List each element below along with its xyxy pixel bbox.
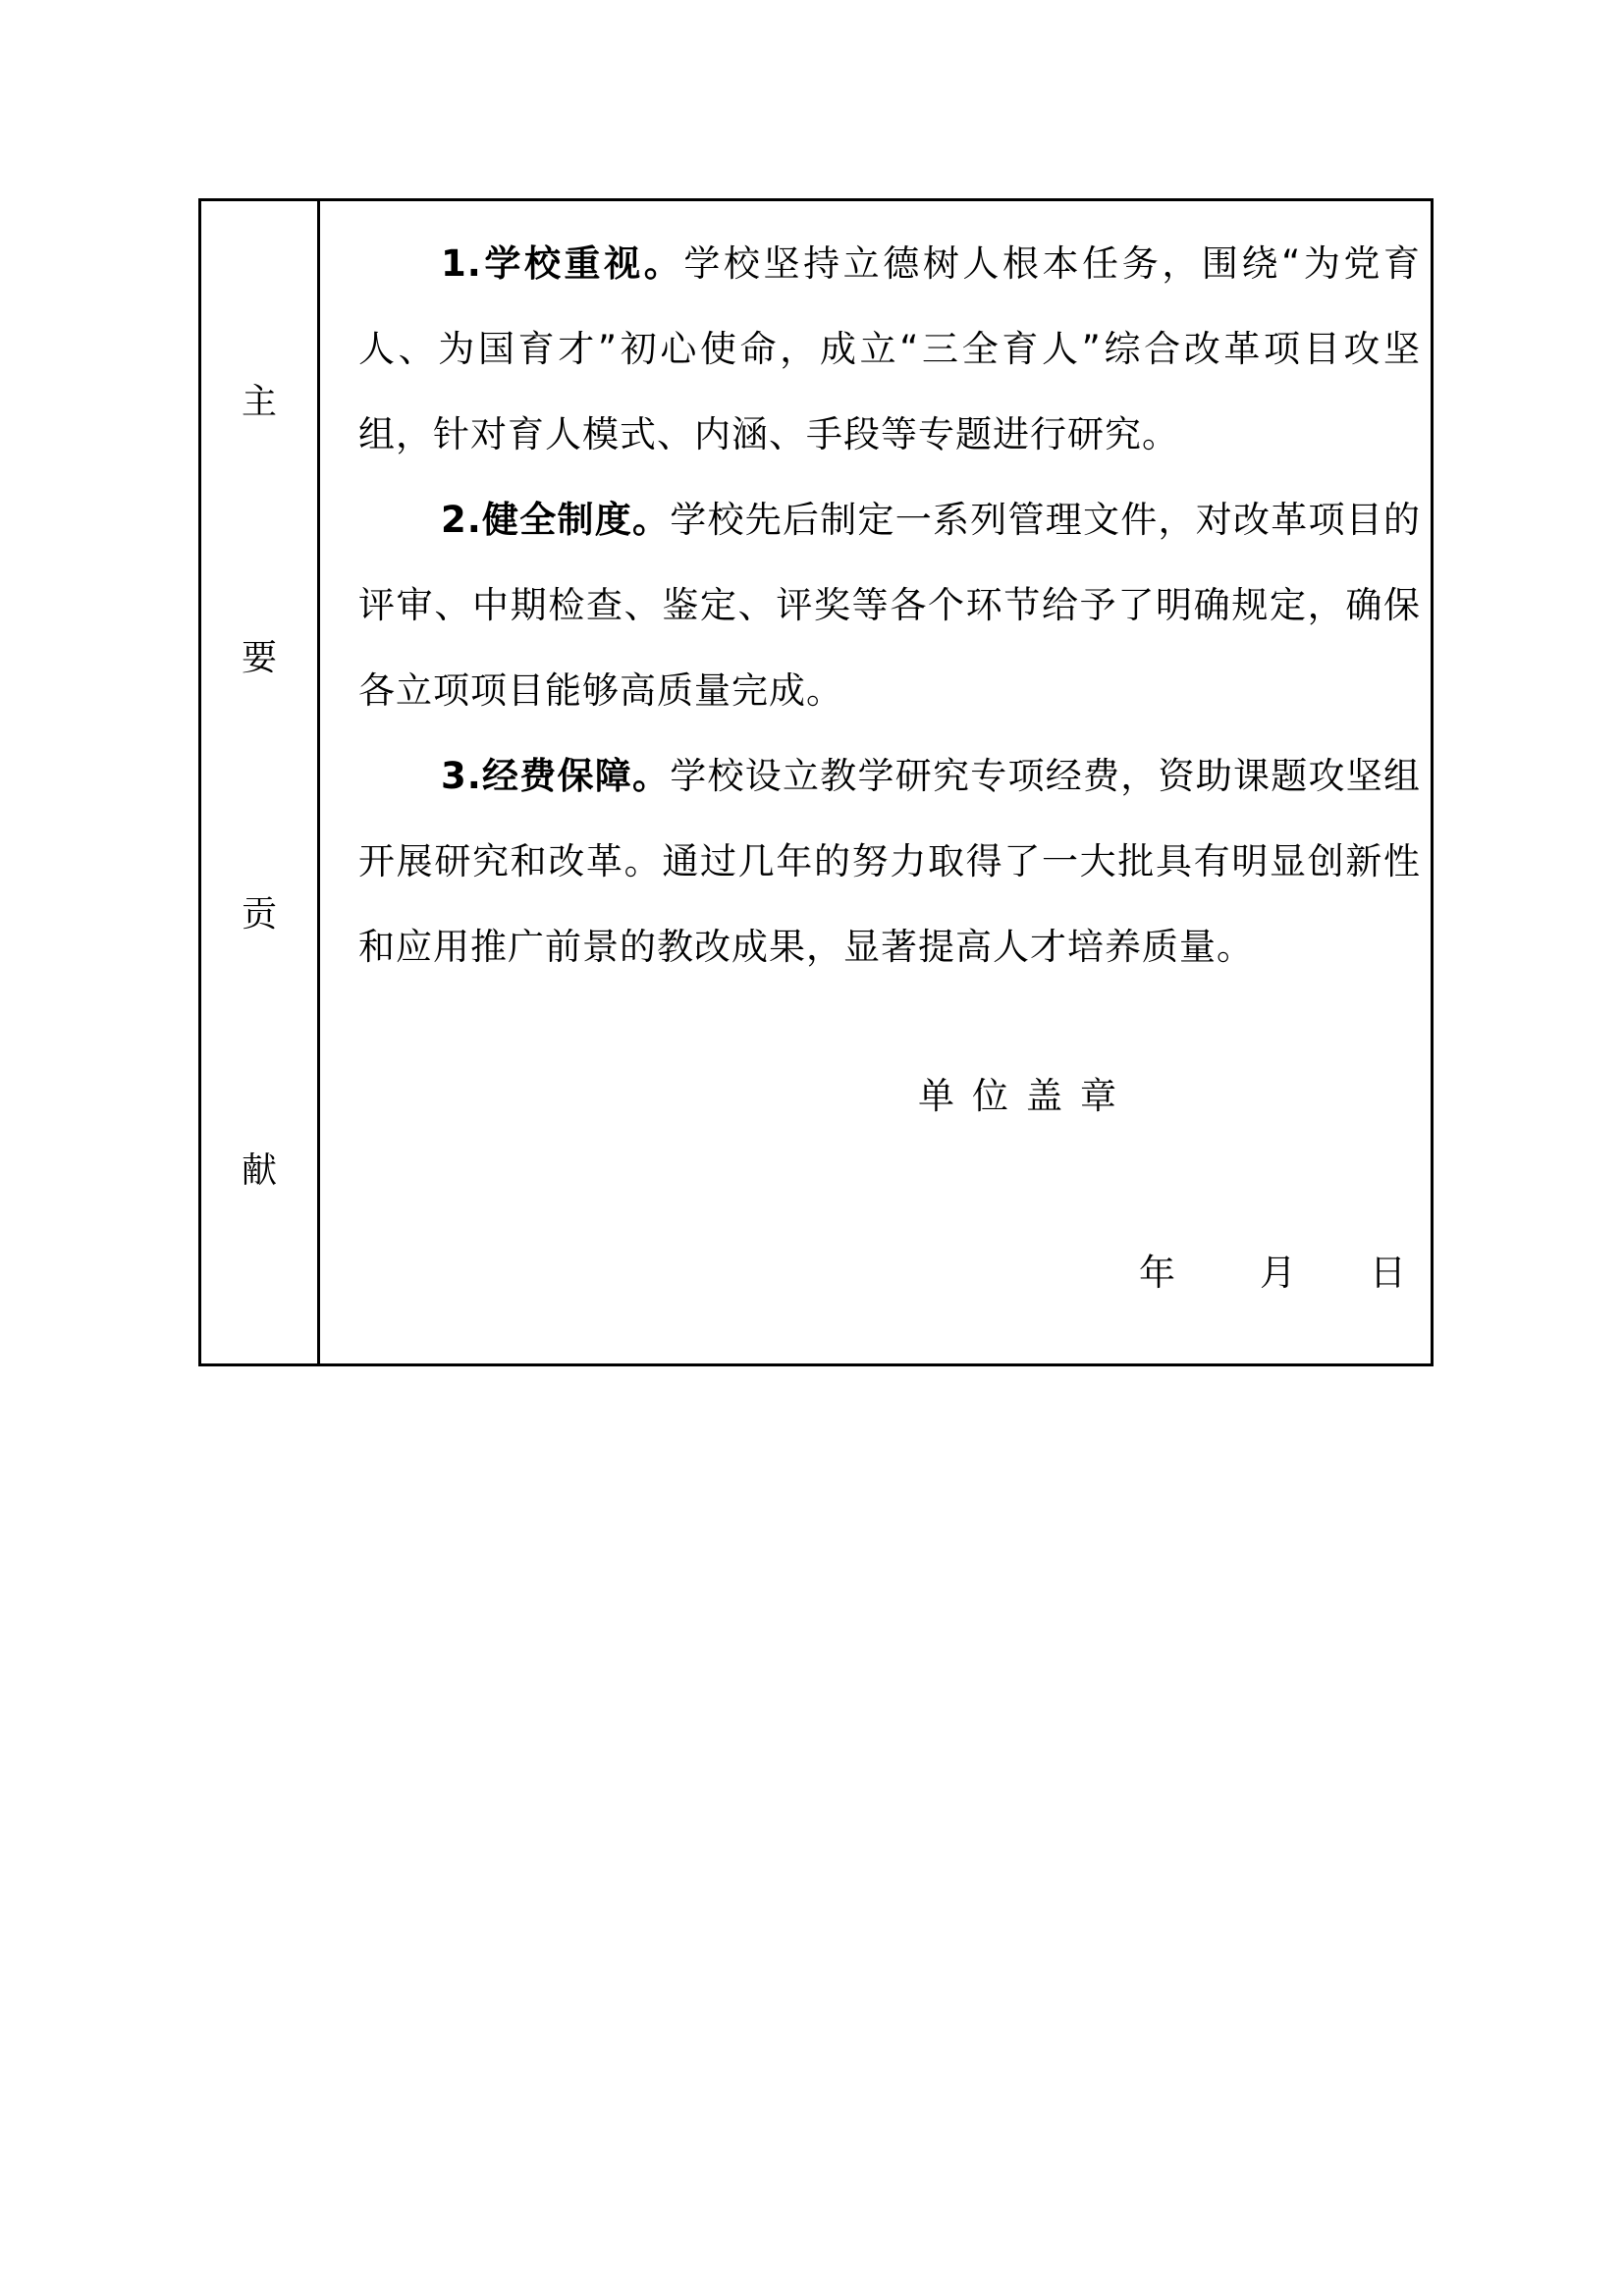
column-divider bbox=[317, 201, 320, 1363]
side-label-char-4: 献 bbox=[241, 1150, 277, 1191]
unit-seal-label: 单位盖章 bbox=[918, 1075, 1134, 1117]
contribution-table bbox=[198, 198, 1434, 1366]
paragraph-3-text: 学校设立教学研究专项经费，资助课题攻坚组开展研究和改革。通过几年的努力取得了一大批具有明显创新性和应用推广前景的教改成果，显著提高人才培养质量。 bbox=[358, 755, 1421, 968]
paragraph-2 bbox=[358, 477, 1421, 733]
side-label-char-1: 主 bbox=[241, 382, 277, 422]
date-day: 日 bbox=[1370, 1252, 1406, 1294]
date-month: 月 bbox=[1260, 1252, 1296, 1294]
paragraph-1-heading: 1.学校重视。 bbox=[441, 242, 684, 285]
paragraph-3 bbox=[358, 733, 1421, 989]
date-year: 年 bbox=[1139, 1252, 1175, 1294]
paragraph-2-heading: 2.健全制度。 bbox=[441, 499, 671, 541]
paragraph-2-text: 学校先后制定一系列管理文件，对改革项目的评审、中期检查、鉴定、评奖等各个环节给予了明确规定，确保各立项项目能够高质量完成。 bbox=[358, 499, 1421, 712]
side-label-char-3: 贡 bbox=[241, 894, 277, 934]
side-label-column bbox=[201, 201, 317, 1363]
side-label-char-2: 要 bbox=[241, 638, 277, 678]
paragraph-1 bbox=[358, 221, 1421, 477]
contribution-content bbox=[358, 221, 1421, 989]
paragraph-3-heading: 3.经费保障。 bbox=[441, 755, 671, 797]
paragraph-1-text: 学校坚持立德树人根本任务，围绕“为党育人、为国育才”初心使命，成立“三全育人”综合改革项目攻坚组，针对育人模式、内涵、手段等专题进行研究。 bbox=[358, 242, 1421, 455]
